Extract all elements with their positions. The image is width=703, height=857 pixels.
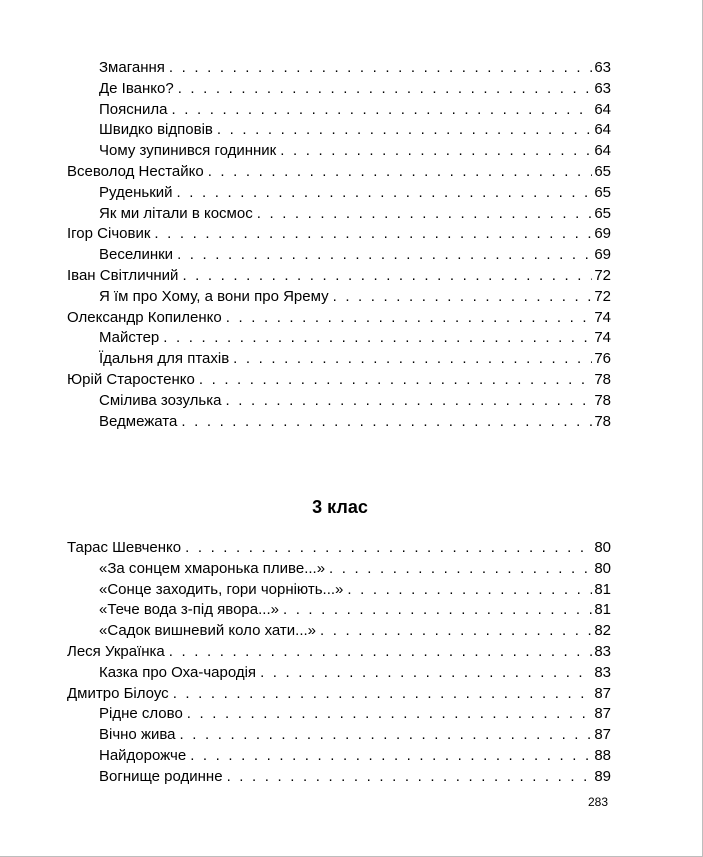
- toc-entry-page: 83: [594, 642, 611, 660]
- toc-entry-title: Тарас Шевченко: [67, 539, 182, 556]
- toc-entry-title: Чому зупинився годинник: [99, 142, 277, 160]
- toc-dot-leader: [180, 725, 593, 746]
- toc-dot-leader: [173, 684, 593, 705]
- toc-entry-title: «Садок вишневий коло хати...»: [99, 622, 317, 640]
- toc-work-entry: [67, 79, 611, 100]
- toc-work-entry: [67, 725, 611, 746]
- toc-entry-title: Дмитро Білоус: [67, 684, 169, 702]
- toc-entry-page: 65: [594, 162, 611, 180]
- toc-entry-title: Пояснила: [99, 100, 168, 118]
- toc-entry-title: Змагання: [99, 59, 165, 76]
- toc-dot-leader: [190, 746, 592, 767]
- toc-work-entry: [67, 767, 611, 788]
- toc-work-entry: [67, 58, 611, 79]
- toc-entry-page: 64: [594, 100, 611, 118]
- toc-entry-page: 87: [594, 705, 611, 723]
- toc-dot-leader: [187, 704, 593, 725]
- toc-entry-page: 78: [594, 391, 611, 409]
- toc-work-entry: [67, 349, 611, 370]
- toc-entry-page: 80: [594, 539, 611, 556]
- toc-dot-leader: [169, 58, 592, 79]
- toc-entry-title: Веселинки: [99, 246, 174, 264]
- toc-work-entry: [67, 391, 611, 412]
- toc-entry-title: Ведмежата: [99, 412, 178, 430]
- toc-entry-title: «За сонцем хмаронька пливе...»: [99, 559, 326, 577]
- toc-entry-page: 65: [594, 204, 611, 222]
- toc-entry-page: 87: [594, 684, 611, 702]
- toc-entry-page: 74: [594, 329, 611, 347]
- toc-dot-leader: [280, 141, 592, 162]
- toc-entry-title: Рідне слово: [99, 705, 183, 723]
- toc-entry-title: Майстер: [99, 329, 160, 347]
- toc-author-entry: [67, 642, 611, 663]
- toc-dot-leader: [233, 349, 592, 370]
- toc-work-entry: [67, 663, 611, 684]
- toc-entry-page: 89: [594, 767, 611, 785]
- toc-entry-page: 72: [594, 287, 611, 305]
- toc-work-entry: [67, 580, 611, 601]
- toc-dot-leader: [169, 642, 593, 663]
- toc-work-entry: [67, 120, 611, 141]
- toc-entry-title: Вогнище родинне: [99, 767, 223, 785]
- toc-entry-title: «Тече вода з-під явора...»: [99, 601, 279, 619]
- toc-dot-leader: [217, 120, 592, 141]
- toc-entry-title: Юрій Старостенко: [67, 370, 195, 388]
- toc-dot-leader: [227, 767, 593, 788]
- toc-entry-page: 65: [594, 183, 611, 201]
- toc-work-entry: [67, 100, 611, 121]
- toc-dot-leader: [178, 79, 593, 100]
- toc-work-entry: [67, 245, 611, 266]
- toc-entry-page: 81: [594, 601, 611, 619]
- toc-entry-page: 87: [594, 726, 611, 744]
- toc-entry-page: 64: [594, 142, 611, 160]
- toc-entry-title: Я їм про Хому, а вони про Ярему: [99, 287, 329, 305]
- table-of-contents-part-2: [67, 538, 611, 788]
- toc-entry-title: Казка про Оха-чародія: [99, 663, 257, 681]
- toc-author-entry: [67, 266, 611, 287]
- toc-work-entry: [67, 746, 611, 767]
- toc-entry-page: 82: [594, 622, 611, 640]
- toc-dot-leader: [154, 224, 592, 245]
- section-title: 3 клас: [312, 497, 368, 517]
- toc-entry-title: Ігор Січовик: [67, 225, 151, 243]
- toc-entry-title: «Сонце заходить, гори чорніють...»: [99, 580, 344, 598]
- toc-entry-page: 69: [594, 225, 611, 243]
- toc-work-entry: [67, 183, 611, 204]
- toc-work-entry: [67, 704, 611, 725]
- toc-entry-page: 64: [594, 121, 611, 139]
- toc-dot-leader: [283, 600, 592, 621]
- toc-dot-leader: [177, 183, 593, 204]
- toc-entry-title: Як ми літали в космос: [99, 204, 253, 222]
- toc-entry-title: Леся Українка: [67, 642, 165, 660]
- toc-entry-page: 69: [594, 246, 611, 264]
- toc-entry-page: 78: [594, 412, 611, 430]
- toc-entry-title: Іван Світличний: [67, 266, 179, 284]
- page-number: 283: [588, 795, 609, 809]
- toc-entry-title: Швидко відповів: [99, 121, 213, 139]
- toc-author-entry: [67, 370, 611, 391]
- toc-entry-title: Де Іванко?: [99, 79, 174, 97]
- toc-author-entry: [67, 162, 611, 183]
- toc-work-entry: [67, 328, 611, 349]
- toc-dot-leader: [199, 370, 592, 391]
- toc-work-entry: [67, 600, 611, 621]
- toc-entry-page: 83: [594, 663, 611, 681]
- toc-entry-title: Найдорожче: [99, 746, 187, 764]
- toc-dot-leader: [185, 538, 592, 559]
- table-of-contents-part-1: [67, 58, 611, 432]
- toc-dot-leader: [347, 580, 592, 601]
- toc-dot-leader: [260, 663, 592, 684]
- toc-work-entry: [67, 621, 611, 642]
- toc-entry-page: 63: [594, 79, 611, 97]
- toc-dot-leader: [163, 328, 592, 349]
- toc-entry-title: Смілива зозулька: [99, 391, 222, 409]
- toc-work-entry: [67, 204, 611, 225]
- toc-entry-page: 74: [594, 308, 611, 326]
- toc-dot-leader: [329, 559, 592, 580]
- toc-entry-title: Руденький: [99, 183, 173, 201]
- toc-dot-leader: [257, 204, 593, 225]
- toc-work-entry: [67, 559, 611, 580]
- toc-entry-title: Їдальня для птахів: [99, 350, 230, 368]
- toc-entry-page: 63: [594, 59, 611, 76]
- toc-entry-page: 72: [594, 266, 611, 284]
- toc-author-entry: [67, 538, 611, 559]
- toc-dot-leader: [226, 308, 593, 329]
- toc-entry-title: Вічно жива: [99, 726, 176, 744]
- toc-entry-page: 76: [594, 350, 611, 368]
- toc-author-entry: [67, 308, 611, 329]
- toc-dot-leader: [181, 412, 592, 433]
- toc-dot-leader: [172, 100, 593, 121]
- toc-entry-page: 78: [594, 370, 611, 388]
- toc-dot-leader: [177, 245, 592, 266]
- toc-work-entry: [67, 141, 611, 162]
- toc-entry-page: 80: [594, 559, 611, 577]
- toc-dot-leader: [320, 621, 592, 642]
- toc-entry-title: Олександр Копиленко: [67, 308, 222, 326]
- toc-author-entry: [67, 224, 611, 245]
- toc-work-entry: [67, 287, 611, 308]
- toc-entry-title: Всеволод Нестайко: [67, 162, 204, 180]
- toc-entry-page: 88: [594, 746, 611, 764]
- toc-dot-leader: [333, 287, 593, 308]
- toc-entry-page: 81: [594, 580, 611, 598]
- toc-dot-leader: [208, 162, 593, 183]
- toc-dot-leader: [182, 266, 592, 287]
- toc-dot-leader: [225, 391, 592, 412]
- toc-work-entry: [67, 412, 611, 433]
- toc-author-entry: [67, 684, 611, 705]
